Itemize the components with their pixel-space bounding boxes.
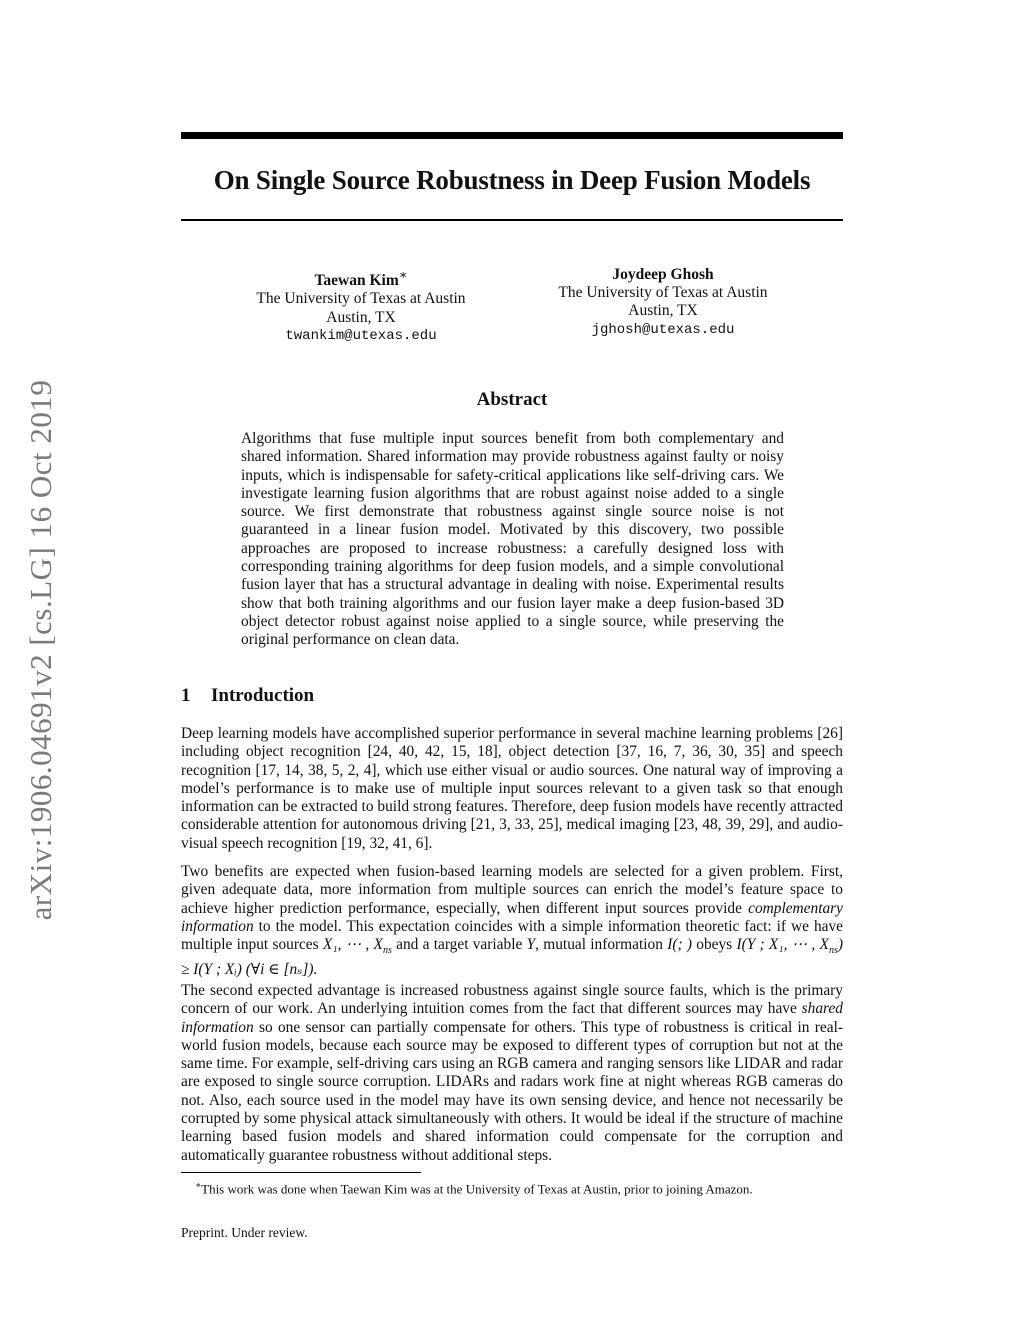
- abstract-text: Algorithms that fuse multiple input sources benefit from both complementary and shared information. Shared information may provide robustness against faulty or noisy inputs, which is indispensable for safety-critical applications like self-driving cars. We investigate learning fusion algorithms that are robust against noise added to a single source. We first demonstrate that robustness against single source noise is not guaranteed in a linear fusion model. Motivated by this discovery, two possible approaches are proposed to increase robustness: a carefully designed loss with corresponding training algorithms for deep fusion models, and a simple convolutional fusion layer that has a structural advantage in dealing with noise. Experimental results show that both training algorithms and our fusion layer make a deep fusion-based 3D object detector robust against noise applied to a single source, while preserving the original performance on clean data.: [241, 430, 784, 649]
- footnote-text: This work was done when Taewan Kim was at the University of Texas at Austin, prior to joining Amazon.: [201, 1181, 753, 1197]
- author-email: jghosh@utexas.edu: [591, 321, 735, 338]
- math-mutual-information: I(; ): [667, 936, 692, 954]
- preprint-notice: Preprint. Under review.: [181, 1225, 308, 1240]
- section-heading: [181, 684, 314, 708]
- arxiv-identifier-stamp: arXiv:1906.04691v2 [cs.LG] 16 Oct 2019: [23, 379, 58, 921]
- section-number: 1: [181, 685, 191, 706]
- emphasis-complementary-information: complementary information: [181, 899, 843, 935]
- author-location: Austin, TX: [628, 302, 698, 320]
- intro-paragraph-3: The second expected advantage is increased robustness against single source faults, which is the primary concern of our work. An underlying intuition comes from the fact that different sources may have shared information so one sensor can partially compensate for others. This type of robustness is critical in real-world fusion models, because each source may be exposed to different types of corruption but not at the same time. For example, self-driving cars using an RGB camera and ranging sensors like LIDAR and radar are exposed to single source corruption. LIDARs and radars work fine at night whereas RGB cameras do not. Also, each source used in the model may have its own sensing device, and hence not necessarily be corrupted by some physical attack simultaneously with others. It would be ideal if the structure of machine learning based fusion models and shared information could compensate for the corruption and automatically guarantee robustness without additional steps.: [181, 982, 843, 1164]
- author-location: Austin, TX: [326, 308, 396, 326]
- intro-paragraph-1: Deep learning models have accomplished superior performance in several machine learning problems [26] including object recognition [24, 40, 42, 15, 18], object detection [37, 16, 7, 36, 30, 35] and speech recognition [17, 14, 38, 5, 2, 4], which use either visual or audio sources. One natural way of improving a model’s performance is to make use of multiple input sources relevant to a given task so that enough information can be extracted to build strong features. Therefore, deep fusion models have recently attracted considerable attention for autonomous driving [21, 3, 33, 25], medical imaging [23, 48, 39, 29], and audio-visual speech recognition [19, 32, 41, 6].: [181, 725, 843, 852]
- paper-title: On Single Source Robustness in Deep Fusion Models: [213, 165, 811, 195]
- title-top-rule: [181, 132, 843, 139]
- title-bottom-rule: [181, 219, 843, 221]
- author-affiliation: The University of Texas at Austin: [558, 284, 768, 302]
- math-inequality: I(Y ; X₁, ⋯ , $X_{ns}) \ge I(Y$ ; Xᵢ) (∀i ∈ [nₛ]).: [181, 936, 843, 978]
- abstract-heading: Abstract: [476, 389, 548, 410]
- intro-paragraph-2: Two benefits are expected when fusion-based learning models are selected for a given problem. First, given adequate data, more information from multiple sources can enrich the model’s feature space to achieve higher prediction performance, especially, when different input sources provide complementary information to the model. This expectation coincides with a simple information theoretic fact: if we have multiple input sources X₁, ⋯ , $X_{ns}$ and a target variable Y, mutual information I(; ) obeys I(Y ; X₁, ⋯ , $X_{ns}) \ge I(Y$ ; Xᵢ) (∀i ∈ [nₛ]).: [181, 863, 843, 978]
- author-block-1: [211, 266, 511, 345]
- emphasis-shared-information: shared information: [181, 1000, 843, 1036]
- footnote: [195, 1177, 845, 1197]
- footnote-mark: ∗: [195, 1180, 202, 1190]
- author-email: twankim@utexas.edu: [285, 327, 437, 344]
- author-name: Joydeep Ghosh: [612, 266, 714, 283]
- author-name: Taewan Kim∗: [314, 267, 408, 290]
- author-footnote-mark: ∗: [398, 267, 408, 282]
- math-target-variable: Y: [526, 936, 536, 954]
- footnote-rule: [181, 1172, 421, 1173]
- section-title: Introduction: [211, 685, 315, 706]
- author-block-2: [513, 266, 813, 339]
- math-input-sources: X₁, ⋯ , $X_{ns}$: [322, 936, 392, 957]
- author-affiliation: The University of Texas at Austin: [256, 290, 466, 308]
